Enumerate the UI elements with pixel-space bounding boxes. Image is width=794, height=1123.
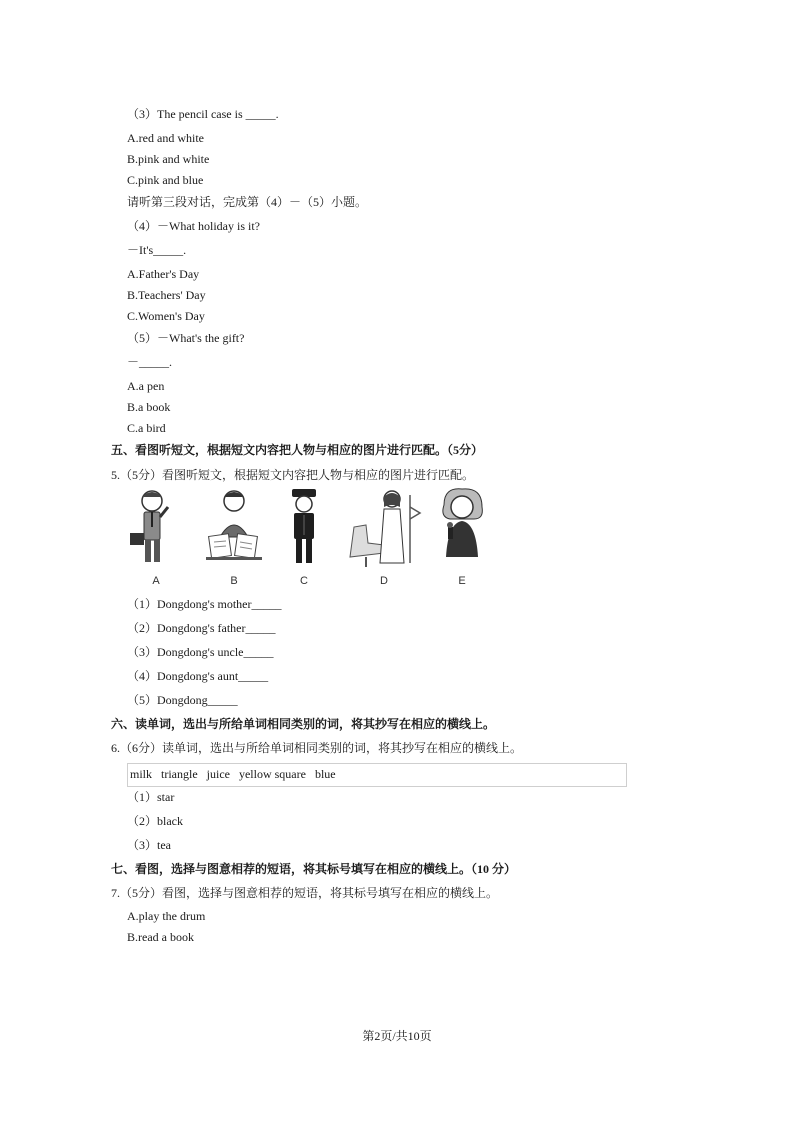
question7-stem: 7.（5分）看图，选择与图意相荐的短语，将其标号填写在相应的横线上。: [111, 886, 499, 900]
figure-e: [430, 487, 494, 587]
q3-option-b: B.pink and white: [127, 152, 210, 166]
match-item-uncle: （3）Dongdong's uncle_____: [127, 645, 274, 659]
figure-label-d: D: [380, 575, 388, 587]
q4-answer-line: －It's_____.: [127, 243, 187, 257]
figure-c: [272, 487, 336, 587]
listening-instruction: 请听第三段对话，完成第（4）－（5）小题。: [127, 195, 368, 209]
q5-option-a: A.a pen: [127, 379, 165, 393]
figure-label-b: B: [230, 575, 238, 587]
q4-option-c: C.Women's Day: [127, 309, 205, 323]
q5-stem: （5）－What's the gift?: [127, 331, 245, 345]
man-with-papers-icon: [202, 487, 266, 571]
match-item-aunt: （4）Dongdong's aunt_____: [127, 669, 269, 683]
q3-option-c: C.pink and blue: [127, 173, 204, 187]
match-item-mother: （1）Dongdong's mother_____: [127, 597, 282, 611]
man-with-briefcase-icon: [124, 487, 188, 571]
section6-heading: 六、读单词，选出与所给单词相同类别的词，将其抄写在相应的横线上。: [111, 717, 496, 731]
q3-option-a: A.red and white: [127, 131, 204, 145]
word-item-star: （1）star: [127, 790, 175, 804]
word-item-tea: （3）tea: [127, 838, 171, 852]
q3-stem: （3）The pencil case is _____.: [127, 107, 279, 121]
figure-label-c: C: [300, 575, 308, 587]
q5-option-b: B.a book: [127, 400, 171, 414]
match-item-father: （2）Dongdong's father_____: [127, 621, 276, 635]
q5-answer-line: －_____.: [127, 355, 173, 369]
question6-stem: 6.（6分）读单词，选出与所给单词相同类别的词，将其抄写在相应的横线上。: [111, 741, 523, 755]
word-bank-box: [127, 763, 627, 787]
figure-label-e: E: [458, 575, 466, 587]
q4-stem: （4）－What holiday is it?: [127, 219, 260, 233]
word-bank-text: milk triangle juice yellow square blue: [130, 767, 336, 781]
woman-singer-icon: [430, 487, 494, 571]
character-figures: [124, 487, 504, 587]
figure-d: [344, 487, 424, 587]
dentist-with-chair-icon: [344, 487, 424, 571]
figure-label-a: A: [152, 575, 160, 587]
figure-a: [124, 487, 188, 587]
q4-option-b: B.Teachers' Day: [127, 288, 206, 302]
match-item-dongdong: （5）Dongdong_____: [127, 693, 238, 707]
q7-option-b: B.read a book: [127, 930, 194, 944]
q4-option-a: A.Father's Day: [127, 267, 200, 281]
word-item-black: （2）black: [127, 814, 183, 828]
page-number-footer: 第2页/共10页: [362, 1029, 432, 1043]
section7-heading: 七、看图，选择与图意相荐的短语，将其标号填写在相应的横线上。（10 分）: [111, 862, 517, 876]
police-officer-icon: [272, 487, 336, 571]
q5-option-c: C.a bird: [127, 421, 166, 435]
q7-option-a: A.play the drum: [127, 909, 206, 923]
section5-heading: 五、看图听短文，根据短文内容把人物与相应的图片进行匹配。（5分）: [111, 443, 484, 457]
question5-stem: 5.（5分）看图听短文，根据短文内容把人物与相应的图片进行匹配。: [111, 468, 475, 482]
figure-b: [202, 487, 266, 587]
